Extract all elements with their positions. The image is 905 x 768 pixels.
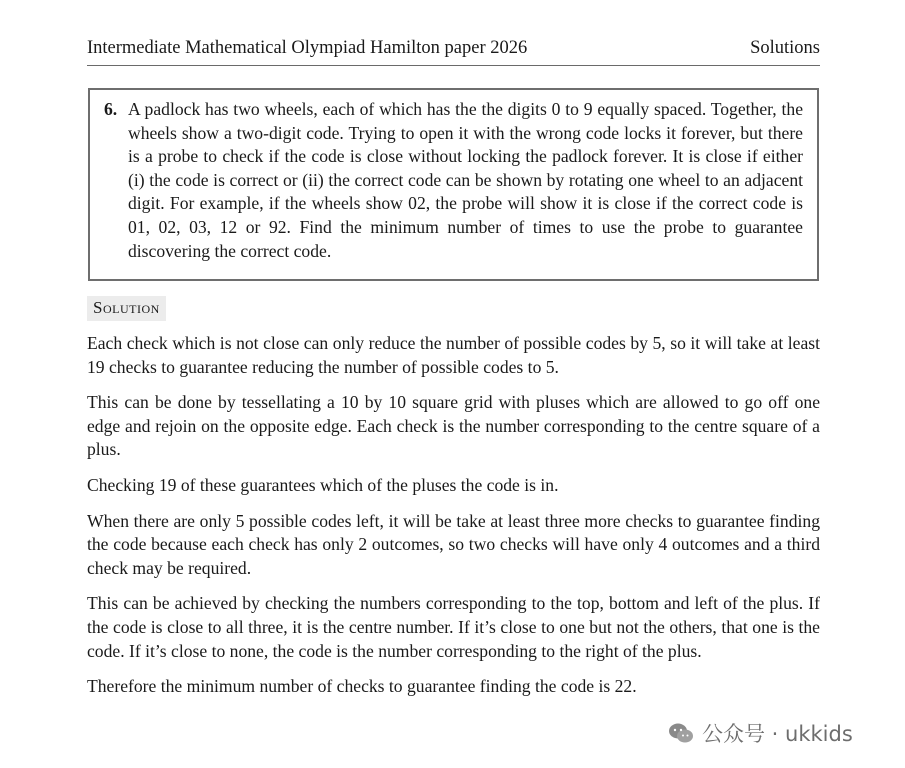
problem-box	[88, 88, 819, 281]
solution-paragraph: Each check which is not close can only reduce the number of possible codes by 5, so it will take at least 19 checks to guarantee reducing the number of possible codes to 5.	[87, 333, 820, 377]
solution-heading: Solution	[87, 296, 166, 321]
problem-statement: A padlock has two wheels, each of which has the the digits 0 to 9 equally spaced. Together, the wheels show a two-digit code. Trying to open it with the wrong code locks it forever, but there is a probe to check if the code is close without locking the padlock forever. It is close if either (i) the code is correct or (ii) the correct code can be shown by rotating one wheel to an adjacent digit. For example, if the wheels show 02, the probe will show it is close if the correct code is 01, 02, 03, 12 or 92. Find the minimum number of times to use the probe to guarantee discovering the correct code.	[128, 99, 803, 261]
section-label: Solutions	[750, 38, 820, 58]
paper-title: Intermediate Mathematical Olympiad Hamilton paper 2026	[87, 38, 528, 58]
watermark-text: 公众号 · ukkids	[702, 722, 853, 746]
wechat-icon	[668, 722, 694, 744]
solution-paragraph: Therefore the minimum number of checks to guarantee finding the code is 22.	[87, 676, 637, 697]
watermark	[668, 718, 853, 748]
solution-paragraph: This can be achieved by checking the numbers corresponding to the top, bottom and left of the plus. If the code is close to all three, it is the centre number. If it’s close to one but not the others, that one is the code. If it’s close to none, the code is the number corresponding to the right of the plus.	[87, 593, 820, 661]
solution-body	[87, 332, 820, 711]
solution-paragraph: Checking 19 of these guarantees which of the pluses the code is in.	[87, 474, 559, 495]
solution-paragraph: When there are only 5 possible codes left, it will be take at least three more checks to guarantee finding the code because each check has only 2 outcomes, so two checks will have only 4 outcomes and a third check may be required.	[87, 510, 820, 578]
solution-paragraph: This can be done by tessellating a 10 by 10 square grid with pluses which are allowed to go off one edge and rejoin on the opposite edge. Each check is the number corresponding to the centre square of a plus.	[87, 392, 820, 460]
page-header	[87, 38, 820, 66]
problem-number: 6.	[104, 99, 118, 119]
